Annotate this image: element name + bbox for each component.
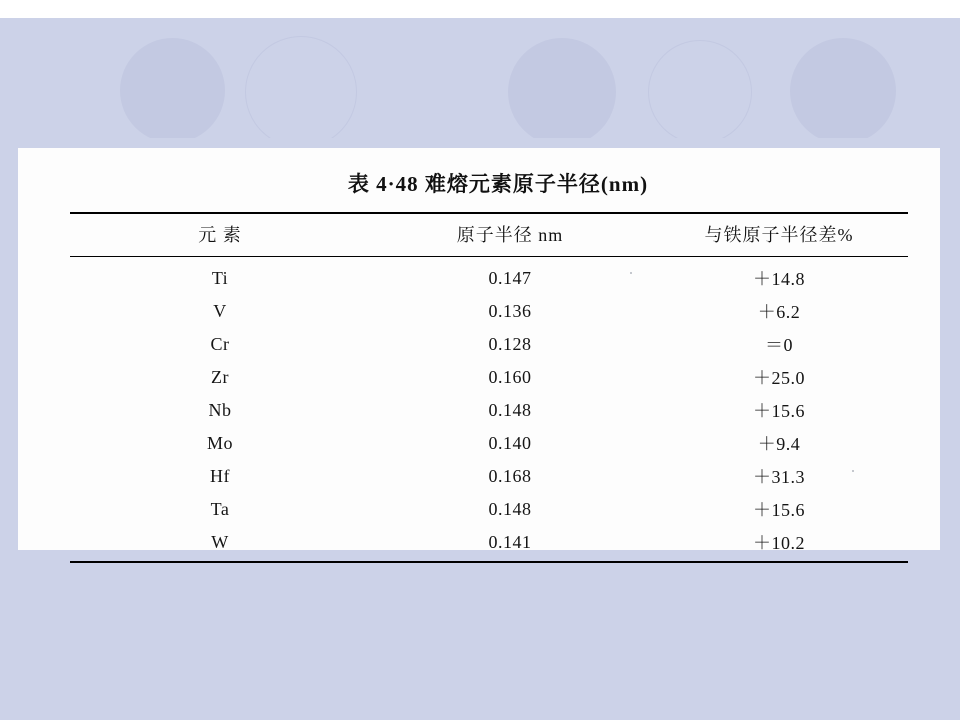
- top-white-band: [0, 0, 960, 18]
- cell-radius: 0.148: [488, 498, 532, 519]
- cell-element: Ta: [210, 498, 230, 519]
- cell-radius: 0.136: [488, 300, 532, 321]
- table-header: [70, 213, 908, 257]
- cell-radius: 0.141: [370, 526, 650, 563]
- cell-element: Nb: [208, 399, 232, 420]
- cell-diff: ＋31.3: [753, 467, 805, 487]
- table-header-row: [70, 213, 908, 257]
- table-row: [70, 460, 908, 493]
- table-row: [70, 493, 908, 526]
- cell-diff: ＋10.2: [650, 526, 908, 563]
- cell-radius: 0.148: [488, 399, 532, 420]
- table-row: [70, 328, 908, 361]
- cell-diff: ＋9.4: [757, 434, 801, 454]
- cell-element: W: [70, 526, 370, 563]
- cell-diff: ＋6.2: [757, 302, 801, 322]
- decorative-circle-4: [648, 40, 752, 138]
- table-row: [70, 361, 908, 394]
- column-header-radius-difference: 与铁原子半径差%: [650, 213, 908, 257]
- cell-radius: 0.168: [488, 465, 532, 486]
- cell-element: Mo: [206, 432, 233, 453]
- table-wrapper: [70, 162, 908, 563]
- cell-radius: 0.160: [488, 366, 532, 387]
- scan-speck: [630, 272, 632, 274]
- column-header-atomic-radius: 原子半径 nm: [370, 213, 650, 257]
- table-row: [70, 295, 908, 328]
- cell-element: V: [213, 300, 227, 321]
- refractory-element-radius-table: [70, 212, 908, 563]
- cell-diff: ＋15.6: [753, 401, 805, 421]
- scan-speck: [852, 470, 854, 472]
- cell-diff: ＋25.0: [753, 368, 805, 388]
- table-body: [70, 257, 908, 563]
- column-header-element: 元 素: [70, 213, 370, 257]
- cell-radius: 0.140: [488, 432, 532, 453]
- decorative-circles: [0, 18, 960, 138]
- cell-element: Cr: [210, 333, 230, 354]
- cell-element: Zr: [211, 366, 229, 387]
- cell-element: Ti: [211, 267, 229, 288]
- decorative-circle-3: [508, 38, 616, 138]
- cell-radius: 0.128: [488, 333, 532, 354]
- table-row: [70, 394, 908, 427]
- table-row: [70, 526, 908, 563]
- table-row: [70, 427, 908, 460]
- cell-diff: ＝0: [765, 335, 793, 355]
- cell-radius: 0.147: [488, 267, 532, 288]
- decorative-circle-5: [790, 38, 896, 138]
- cell-element: Hf: [210, 465, 230, 486]
- cell-diff: ＋15.6: [753, 500, 805, 520]
- cell-diff: ＋14.8: [753, 269, 805, 289]
- decorative-circle-1: [120, 38, 225, 138]
- table-row: [70, 257, 908, 295]
- decorative-circle-2: [245, 36, 357, 138]
- table-card: [18, 148, 940, 553]
- table-title: 表 4·48 难熔元素原子半径(nm): [347, 172, 649, 196]
